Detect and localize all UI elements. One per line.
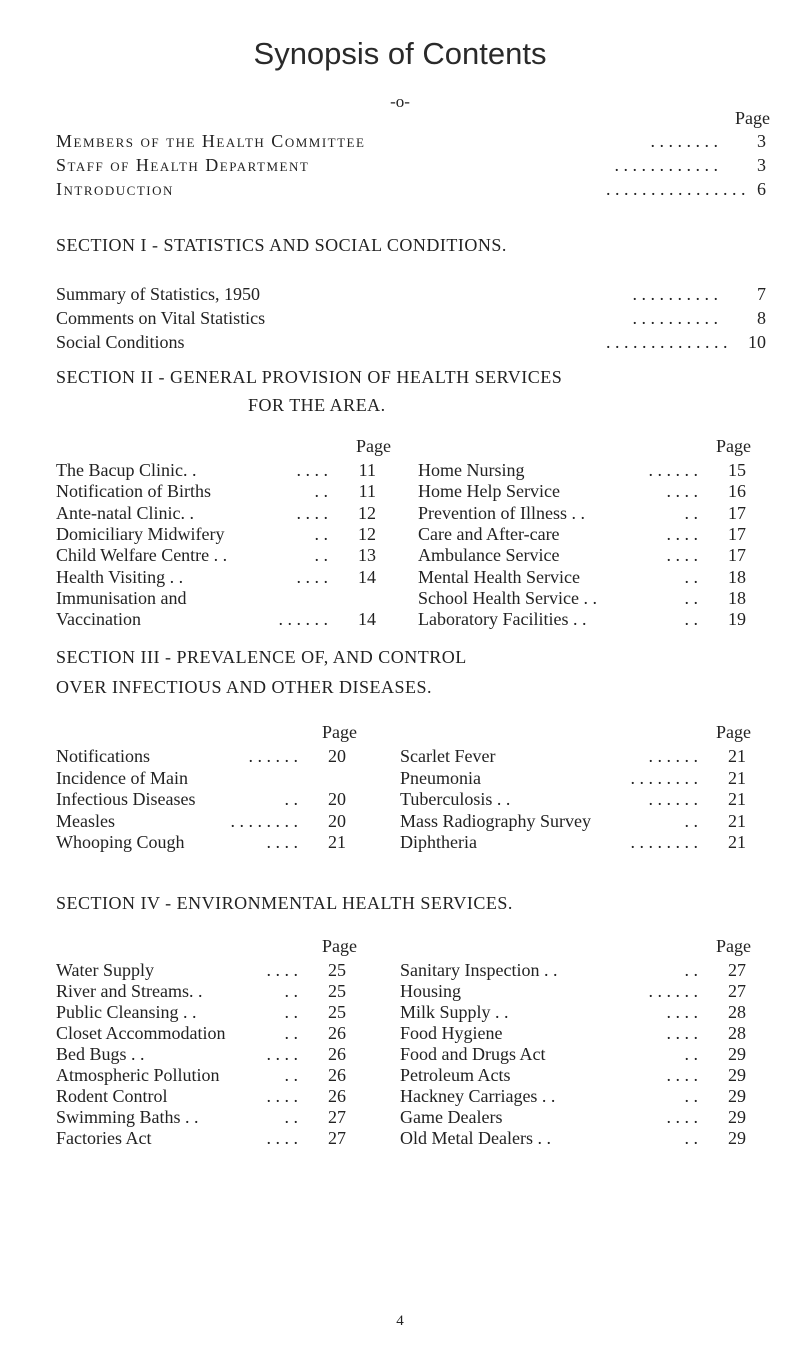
toc-entry-label: Home Help Service [418, 481, 560, 502]
toc-entry-leader: . . [684, 960, 698, 980]
toc-entry-leader: . . . . [296, 460, 328, 480]
section-3-heading-cont: OVER INFECTIOUS AND OTHER DISEASES. [56, 677, 433, 697]
toc-entry-page: 7 [757, 284, 766, 304]
toc-entry-leader: . . . . [266, 832, 298, 852]
toc-entry-page: 10 [748, 332, 766, 352]
toc-entry-leader: . . [284, 789, 298, 809]
toc-entry-leader: . . . . . . . . . . . . [614, 155, 718, 175]
toc-entry-page: 28 [728, 1023, 746, 1043]
toc-entry-label: Diphtheria [400, 832, 477, 852]
toc-entry-page: 17 [728, 523, 746, 544]
toc-entry-page: 21 [728, 746, 746, 766]
toc-entry-label: Bed Bugs . . [56, 1044, 145, 1064]
toc-entry-page: 18 [728, 587, 746, 608]
toc-entry-page: 8 [757, 308, 766, 328]
toc-entry-page: 21 [728, 832, 746, 852]
toc-entry-label: Social Conditions [56, 332, 185, 352]
toc-entry-label: Sanitary Inspection . . [400, 960, 558, 980]
toc-entry-leader: . . [284, 1023, 298, 1043]
toc-entry-label: Food Hygiene [400, 1023, 503, 1043]
page-number: 4 [396, 1313, 404, 1329]
toc-entry-page: 13 [358, 545, 376, 566]
toc-entry-page: 27 [728, 981, 746, 1001]
toc-entry-label: Housing [400, 981, 462, 1001]
toc-entry-page: 15 [728, 460, 746, 480]
toc-entry-label: Old Metal Dealers . . [400, 1128, 551, 1148]
toc-entry-leader: . . . . . . [278, 609, 328, 630]
toc-entry-leader: . . [684, 609, 698, 630]
toc-entry-page: 29 [728, 1128, 746, 1148]
toc-entry-label: River and Streams. . [56, 981, 203, 1001]
toc-entry-page: 29 [728, 1065, 746, 1085]
toc-entry-leader: . . . . . . [248, 746, 298, 766]
toc-entry-page: 21 [728, 789, 746, 809]
toc-entry-label: Game Dealers [400, 1107, 503, 1127]
section-4-page-header-left: Page [322, 936, 357, 956]
toc-entry-label: Care and After-care [418, 523, 560, 544]
toc-entry-leader: . . [284, 981, 298, 1001]
toc-entry-label: Atmospheric Pollution [56, 1065, 220, 1085]
toc-entry-page: 26 [328, 1086, 346, 1106]
toc-entry-page: 27 [328, 1107, 346, 1127]
toc-entry-leader: . . [684, 566, 698, 587]
toc-entry-leader: . . . . [266, 960, 298, 980]
toc-entry-leader: . . [314, 481, 328, 502]
toc-entry-page: 12 [358, 502, 376, 523]
toc-entry-leader: . . . . [266, 1128, 298, 1148]
toc-entry-leader: . . . . . . . . . . . . . . [606, 332, 728, 352]
toc-entry-label: Rodent Control [56, 1086, 168, 1106]
toc-entry-leader: . . . . [666, 523, 698, 544]
toc-entry-page: 14 [358, 609, 376, 630]
toc-entry-label: Petroleum Acts [400, 1065, 511, 1085]
toc-entry-page: 20 [328, 810, 346, 831]
toc-entry-page: 11 [358, 481, 376, 502]
toc-entry-page: 29 [728, 1044, 746, 1064]
toc-entry-label: Food and Drugs Act [400, 1044, 546, 1064]
toc-entry-label: Summary of Statistics, 1950 [56, 284, 260, 304]
toc-entry-leader: . . . . [666, 1107, 698, 1127]
section-2-heading-cont: FOR THE AREA. [248, 395, 386, 415]
toc-entry-leader: . . . . [666, 1065, 698, 1085]
toc-entry-page: 19 [728, 609, 746, 630]
toc-entry-label: Scarlet Fever [400, 746, 496, 766]
toc-entry-leader: . . . . . . . . . . . . . . . . [606, 179, 746, 199]
section-3-heading: SECTION III - PREVALENCE OF, AND CONTROL [56, 647, 467, 667]
toc-entry-label: Pneumonia [400, 767, 481, 788]
toc-entry-leader: . . [284, 1107, 298, 1127]
toc-entry-label: Notification of Births [56, 481, 211, 502]
toc-entry-leader: . . . . . . . . [230, 810, 298, 831]
toc-entry-label: Health Visiting . . [56, 566, 184, 587]
section-4-heading: SECTION IV - ENVIRONMENTAL HEALTH SERVICES. [56, 893, 513, 913]
toc-entry-label: Hackney Carriages . . [400, 1086, 556, 1106]
toc-entry-leader: . . . . . . . . . . [632, 308, 718, 328]
toc-entry-leader: . . [284, 1065, 298, 1085]
toc-entry-page: 26 [328, 1023, 346, 1043]
toc-entry-leader: . . . . . . . . [630, 832, 698, 852]
section-2-page-header-left: Page [356, 436, 391, 456]
toc-entry-label: Staff of Health Department [56, 155, 310, 175]
toc-entry-leader: . . . . [666, 1002, 698, 1022]
title-separator: -o- [390, 92, 410, 111]
toc-entry-label: Prevention of Illness . . [418, 502, 585, 523]
toc-entry-page: 25 [328, 981, 346, 1001]
toc-entry-leader: . . . . . . . . . . [632, 284, 718, 304]
toc-entry-leader: . . . . [266, 1086, 298, 1106]
section-3-page-header-left: Page [322, 722, 357, 742]
toc-entry-leader: . . . . . . . . [650, 131, 718, 151]
toc-entry-leader: . . [314, 523, 328, 544]
toc-entry-page: 14 [358, 566, 376, 587]
toc-entry-label: Measles [56, 810, 115, 831]
toc-entry-page: 21 [328, 832, 346, 852]
page-title: Synopsis of Contents [253, 36, 547, 71]
toc-entry-leader: . . . . [296, 502, 328, 523]
toc-entry-page: 26 [328, 1065, 346, 1085]
toc-entry-leader: . . [684, 1128, 698, 1148]
toc-entry-label: Water Supply [56, 960, 155, 980]
toc-entry-leader: . . . . . . [648, 460, 698, 480]
toc-entry-label: Incidence of Main [56, 767, 188, 788]
toc-entry-leader: . . [284, 1002, 298, 1022]
toc-entry-page: 29 [728, 1107, 746, 1127]
toc-entry-label: Public Cleansing . . [56, 1002, 197, 1022]
toc-entry-leader: . . . . . . [648, 746, 698, 766]
toc-entry-label: Factories Act [56, 1128, 152, 1148]
toc-entry-label: Members of the Health Committee [56, 131, 366, 151]
toc-entry-label: Home Nursing [418, 460, 525, 480]
toc-entry-label: Immunisation and [56, 587, 187, 608]
section-2-page-header-right: Page [716, 436, 751, 456]
toc-entry-label: Tuberculosis . . [400, 789, 511, 809]
toc-entry-leader: . . . . [666, 545, 698, 566]
toc-entry-leader: . . [684, 1086, 698, 1106]
toc-entry-page: 25 [328, 1002, 346, 1022]
toc-entry-page: 27 [328, 1128, 346, 1148]
toc-entry-label: The Bacup Clinic. . [56, 460, 197, 480]
toc-entry-label: Closet Accommodation [56, 1023, 226, 1043]
toc-entry-page: 16 [728, 481, 746, 502]
toc-entry-page: 26 [328, 1044, 346, 1064]
toc-entry-leader: . . . . [666, 1023, 698, 1043]
toc-entry-page: 27 [728, 960, 746, 980]
toc-entry-page: 20 [328, 746, 346, 766]
toc-entry-page: 3 [757, 155, 766, 175]
toc-entry-leader: . . . . . . [648, 789, 698, 809]
toc-entry-page: 17 [728, 545, 746, 566]
toc-entry-page: 29 [728, 1086, 746, 1106]
toc-entry-page: 21 [728, 767, 746, 788]
toc-entry-leader: . . [684, 810, 698, 831]
toc-entry-label: Ambulance Service [418, 545, 560, 566]
toc-entry-page: 3 [757, 131, 766, 151]
toc-entry-label: Milk Supply . . [400, 1002, 509, 1022]
toc-entry-page: 25 [328, 960, 346, 980]
toc-entry-page: 6 [757, 179, 766, 199]
toc-entry-leader: . . [684, 1044, 698, 1064]
toc-entry-label: Whooping Cough [56, 832, 185, 852]
toc-entry-label: Ante-natal Clinic. . [56, 502, 194, 523]
toc-entry-label: Mass Radiography Survey [400, 810, 591, 831]
toc-entry-page: 28 [728, 1002, 746, 1022]
section-1-heading: SECTION I - STATISTICS AND SOCIAL CONDITIONS. [56, 235, 507, 255]
toc-entry-page: 11 [358, 460, 376, 480]
toc-entry-label: Domiciliary Midwifery [56, 523, 225, 544]
toc-entry-label: Laboratory Facilities . . [418, 609, 587, 630]
toc-entry-label: Introduction [56, 179, 174, 199]
toc-entry-label: Vaccination [56, 609, 141, 630]
toc-entry-label: Comments on Vital Statistics [56, 308, 266, 328]
toc-entry-page: 20 [328, 789, 346, 809]
toc-entry-label: School Health Service . . [418, 587, 597, 608]
toc-entry-leader: . . . . . . . . [630, 767, 698, 788]
toc-entry-leader: . . [684, 502, 698, 523]
toc-entry-leader: . . . . [296, 566, 328, 587]
toc-entry-label: Swimming Baths . . [56, 1107, 199, 1127]
toc-entry-leader: . . . . . . [648, 981, 698, 1001]
toc-entry-label: Infectious Diseases [56, 789, 196, 809]
page-column-header: Page [735, 108, 770, 128]
toc-entry-label: Notifications [56, 746, 150, 766]
toc-entry-page: 18 [728, 566, 746, 587]
toc-entry-page: 12 [358, 523, 376, 544]
section-4-page-header-right: Page [716, 936, 751, 956]
toc-entry-label: Child Welfare Centre . . [56, 545, 228, 566]
toc-entry-label: Mental Health Service [418, 566, 580, 587]
toc-entry-leader: . . [314, 545, 328, 566]
section-3-page-header-right: Page [716, 722, 751, 742]
toc-entry-page: 21 [728, 810, 746, 831]
toc-entry-leader: . . . . [666, 481, 698, 502]
toc-entry-leader: . . . . [266, 1044, 298, 1064]
toc-entry-page: 17 [728, 502, 746, 523]
toc-entry-leader: . . [684, 587, 698, 608]
section-2-heading: SECTION II - GENERAL PROVISION OF HEALTH SERVICES [56, 367, 563, 387]
